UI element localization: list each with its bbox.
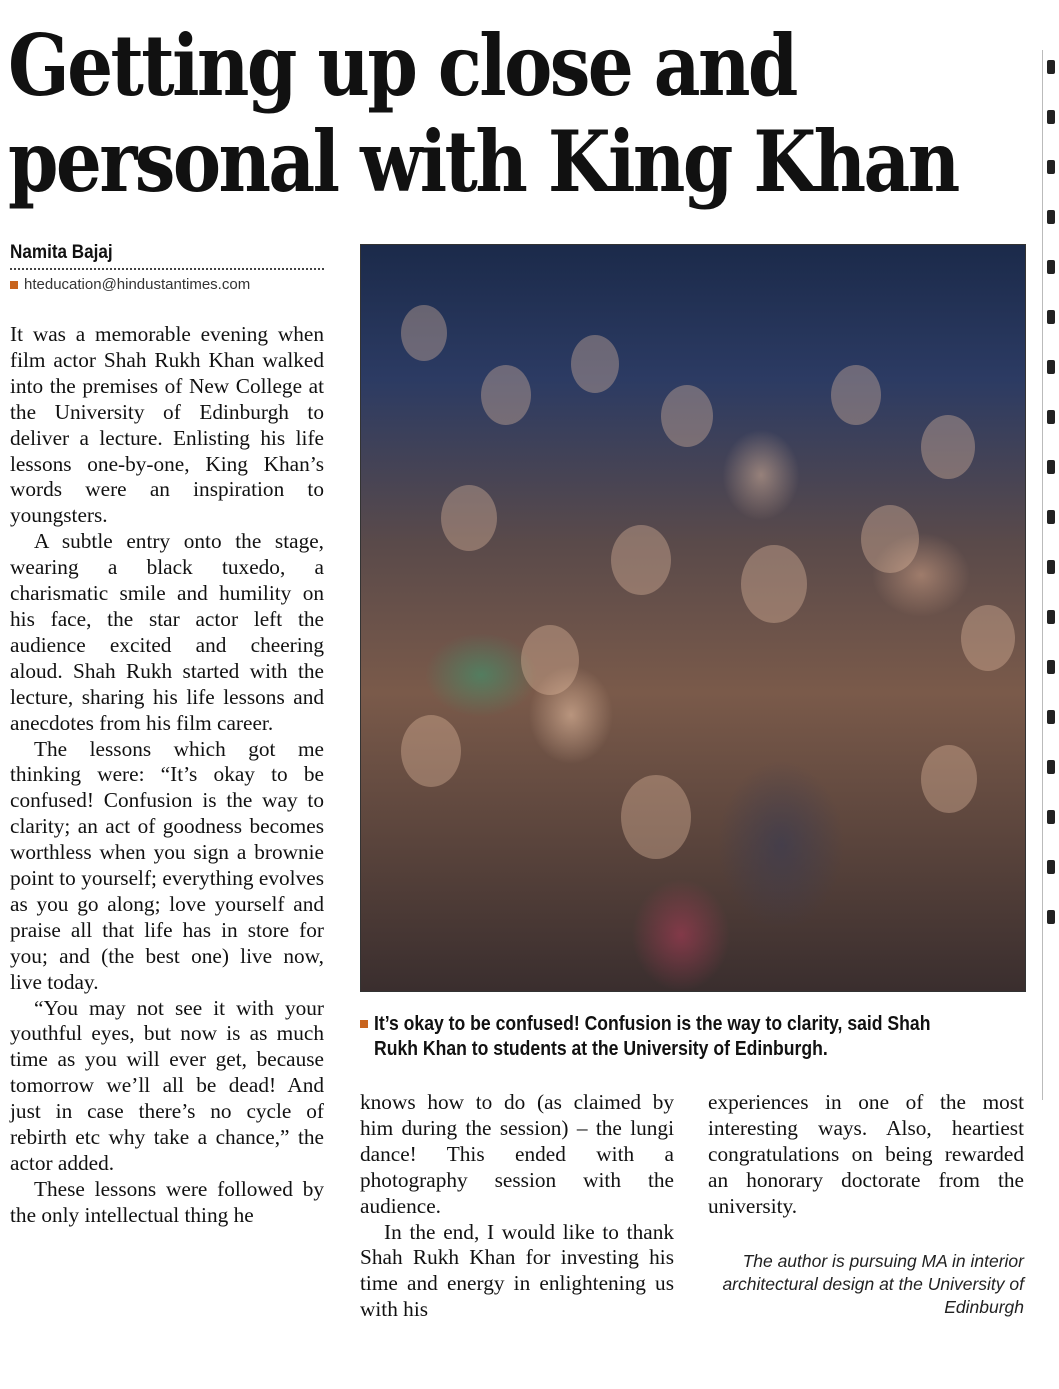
paragraph: “You may not see it with your youthful eyes, but now is as much time as you will ever get, because tomorrow we’ll all be dead! And just in case there’s no cycle of rebirth etc why take a chance,” the actor added. <box>10 995 324 1175</box>
paragraph: In the end, I would like to thank Shah Rukh Khan for investing his time and energy in enlightening us with his <box>360 1219 674 1322</box>
headline-line-1: Getting up close and <box>8 16 796 115</box>
headline <box>8 16 958 211</box>
byline-divider <box>10 268 324 270</box>
paragraph: experiences in one of the most interesting ways. Also, heartiest congratulations on being rewarded an honorary doctorate from the university. <box>708 1090 1024 1218</box>
body-column-2 <box>360 1090 674 1323</box>
body-column-1 <box>10 322 324 1229</box>
author-name: Namita Bajaj <box>10 242 113 263</box>
bullet-icon <box>10 281 18 289</box>
photo-caption <box>360 1012 1024 1062</box>
author-note: The author is pursuing MA in interior architectural design at the University of Edinburgh <box>722 1251 1024 1317</box>
paragraph: The lessons which got me thinking were: “It’s okay to be confused! Confusion is the way to clarity; an act of goodness becomes worthless when you sign a brownie point to yourself; everything evolves as you go along; love yourself and praise all that life has in store for you; and (the best one) live now, live today. <box>10 736 324 994</box>
author-email-text: hteducation@hindustantimes.com <box>24 276 251 293</box>
paragraph: It was a memorable evening when film actor Shah Rukh Khan walked into the premises of New College at the University of Edinburgh to deliver a lecture. Enlisting his life lessons one-by-one, King Khan’s words were an inspiration to youngsters. <box>10 322 324 528</box>
adjacent-column-edge <box>1042 50 1059 1100</box>
photo-caption-text: It’s okay to be confused! Confusion is the way to clarity, said Shah Rukh Khan to students at the University of Edinburgh. <box>374 1013 931 1060</box>
paragraph: knows how to do (as claimed by him during the session) – the lungi dance! This ended with a photography session with the audience. <box>360 1090 674 1218</box>
paragraph: These lessons were followed by the only intellectual thing he <box>10 1176 324 1227</box>
bullet-icon <box>360 1020 368 1028</box>
headline-line-2: personal with King Khan <box>8 112 958 211</box>
paragraph: A subtle entry onto the stage, wearing a black tuxedo, a charismatic smile and humility on his face, the star actor left the audience excited and cheering aloud. Shah Rukh started with the lecture, sharing his life lessons and anecdotes from his film career. <box>10 529 324 735</box>
author-email <box>10 276 324 293</box>
body-column-3 <box>708 1090 1024 1220</box>
crowd-photo <box>360 244 1026 992</box>
